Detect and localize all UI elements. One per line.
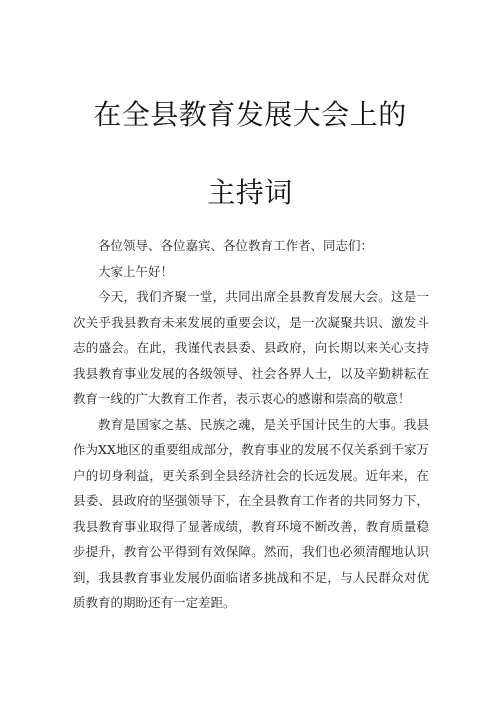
document-title-line-2: 主持词: [207, 176, 293, 209]
body-paragraph-1: 今天，我们齐聚一堂，共同出席全县教育发展大会。这是一次关乎我县教育未来发展的重要会议，是一次凝聚共识、激发斗志的盛会。在此，我谨代表县委、县政府，向长期以来关心支持我县教育事业发展的各级领导、社会各界人士，以及辛勤耕耘在教育一线的广大教育工作者，表示衷心的感谢和崇高的敬意！: [73, 289, 429, 406]
body-paragraph-2: 教育是国家之基、民族之魂，是关乎国计民生的大事。我县作为XX地区的重要组成部分，教育事业的发展不仅关系到千家万户的切身利益，更关系到全县经济社会的长远发展。近年来，在县委、县政府的坚强领导下，在全县教育工作者的共同努力下，我县教育事业取得了显著成绩，教育环境不断改善，教育质量稳步提升，教育公平得到有效保障。然而，我们也必须清醒地认识到，我县教育事业发展仍面临诸多挑战和不足，与人民群众对优质教育的期盼还有一定差距。: [73, 416, 429, 610]
document-title-line-1: 在全县教育发展大会上的: [93, 98, 407, 131]
document-body: [73, 233, 429, 616]
greeting-paragraph: 大家上午好！: [98, 263, 174, 279]
salutation-paragraph: 各位领导、各位嘉宾、各位教育工作者、同志们：: [98, 238, 374, 253]
